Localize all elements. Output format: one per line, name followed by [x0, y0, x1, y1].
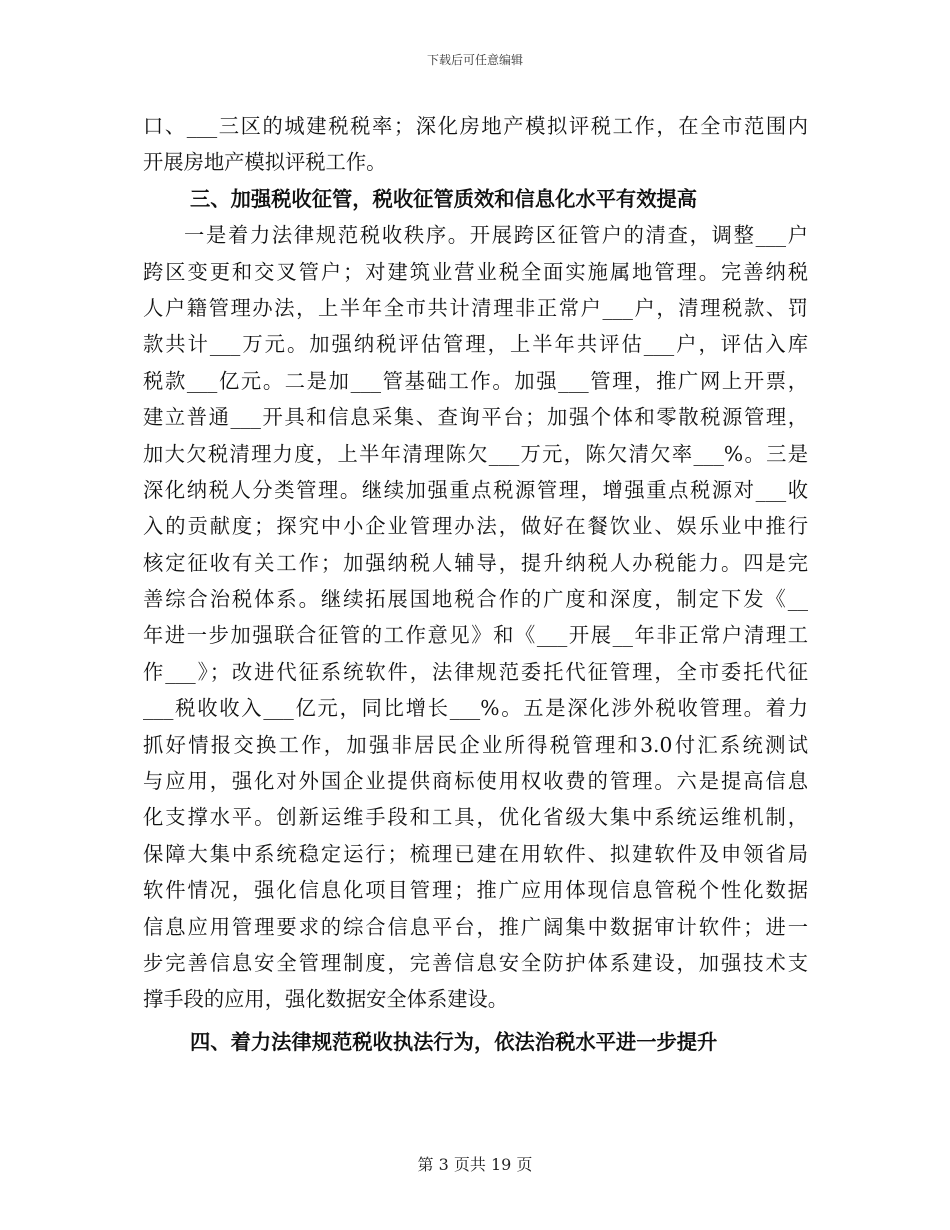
intro-paragraph — [143, 108, 808, 181]
text-line: 与应用，强化对外国企业提供商标使用权收费的管理。六是提高信息 — [143, 769, 808, 794]
text-line: 开展房地产模拟评税工作。 — [143, 150, 387, 175]
document-body — [143, 108, 808, 1060]
text-line: 款共计___万元。加强纳税评估管理，上半年共评估___户，评估入库 — [143, 332, 808, 357]
text-line: 加大欠税清理力度，上半年清理陈欠___万元，陈欠清欠率___%。三是 — [143, 441, 808, 466]
text-line: 深化纳税人分类管理。继续加强重点税源管理，增强重点税源对___收 — [143, 477, 808, 502]
text-line: 抓好情报交换工作，加强非居民企业所得税管理和3.0付汇系统测试 — [143, 732, 808, 757]
text-line: 撑手段的应用，强化数据安全体系建设。 — [143, 987, 509, 1012]
page-header: 下载后可任意编辑 — [426, 53, 523, 67]
text-line: 一是着力法律规范税收秩序。开展跨区征管户的清查，调整___户 — [184, 223, 808, 248]
text-line: 建立普通___开具和信息采集、查询平台；加强个体和零散税源管理， — [143, 405, 808, 430]
text-line: 跨区变更和交叉管户；对建筑业营业税全面实施属地管理。完善纳税 — [143, 259, 808, 284]
text-line: 保障大集中系统稳定运行；梳理已建在用软件、拟建软件及申领省局 — [143, 841, 808, 866]
text-line: 入的贡献度；探究中小企业管理办法，做好在餐饮业、娱乐业中推行 — [143, 514, 808, 539]
text-line: 化支撑水平。创新运维手段和工具，优化省级大集中系统运维机制， — [143, 805, 808, 830]
text-line: 软件情况，强化信息化项目管理；推广应用体现信息管税个性化数据 — [143, 878, 808, 903]
text-line: 人户籍管理办法，上半年全市共计清理非正常户___户，清理税款、罚 — [143, 295, 808, 320]
text-line: 作___》；改进代征系统软件，法律规范委托代征管理，全市委托代征 — [143, 659, 808, 684]
section-3-heading: 三、加强税收征管，税收征管质效和信息化水平有效提高 — [190, 186, 698, 211]
section-3-paragraph — [143, 217, 808, 1018]
text-line: 步完善信息安全管理制度，完善信息安全防护体系建设，加强技术支 — [143, 950, 808, 975]
text-line: 年进一步加强联合征管的工作意见》和《___开展__年非正常户清理工 — [143, 623, 808, 648]
text-line: 口、___三区的城建税税率；深化房地产模拟评税工作，在全市范围内 — [143, 114, 808, 138]
page-number: 第 3 页共 19 页 — [417, 1155, 533, 1174]
text-line: ___税收收入___亿元，同比增长___%。五是深化涉外税收管理。着力 — [143, 696, 808, 721]
text-line: 税款___亿元。二是加___管基础工作。加强___管理，推广网上开票， — [143, 368, 808, 393]
text-line: 信息应用管理要求的综合信息平台，推广阔集中数据审计软件；进一 — [143, 914, 808, 939]
text-line: 核定征收有关工作；加强纳税人辅导，提升纳税人办税能力。四是完 — [143, 550, 808, 575]
section-4-heading: 四、着力法律规范税收执法行为，依法治税水平进一步提升 — [190, 1029, 718, 1054]
text-line: 善综合治税体系。继续拓展国地税合作的广度和深度，制定下发《__ — [143, 587, 808, 612]
